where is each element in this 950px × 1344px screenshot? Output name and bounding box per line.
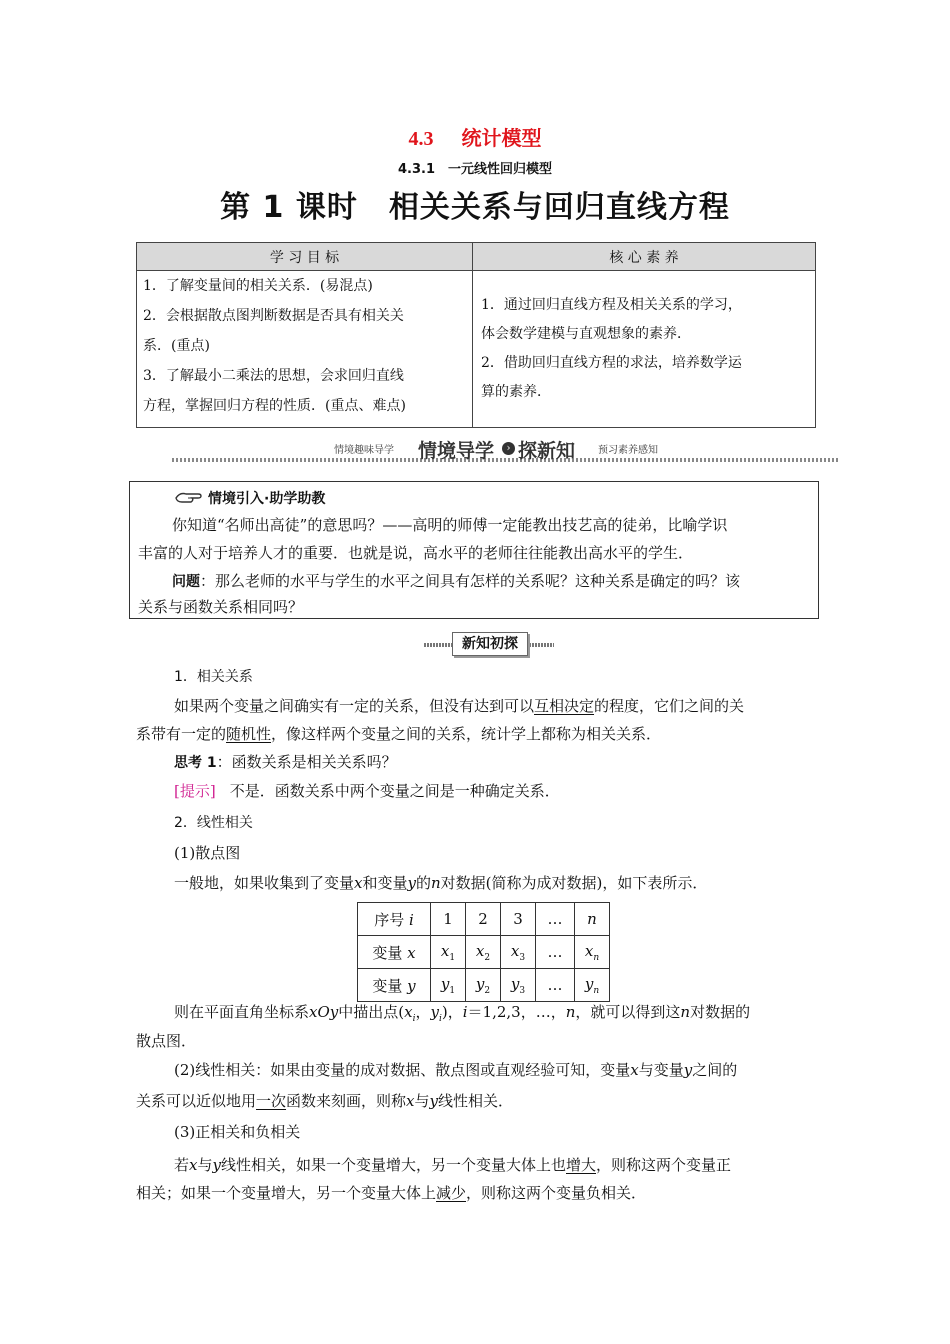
banner-rule [172, 458, 838, 462]
table-cell: n [575, 903, 610, 936]
intro-para-line: 你知道“名师出高徒”的意思吗？——高明的师傅一定能教出技艺高的徒弟，比喻学识 [172, 516, 728, 534]
objectives-cell [137, 271, 473, 428]
lesson-title: 第 1 课时 相关关系与回归直线方程 [220, 190, 730, 225]
arrow-icon: › [502, 442, 515, 455]
paired-data-table [357, 902, 610, 1002]
para-plot-points-cont: 散点图． [136, 1032, 197, 1050]
think-question: 思考 1：函数关系是相关关系吗？ [174, 753, 397, 771]
literacy-line: 1．通过回归直线方程及相关关系的学习， [481, 297, 742, 313]
section-title: 统计模型 [461, 126, 542, 150]
literacy-header: 核 心 素 养 [473, 243, 816, 271]
table-row [358, 936, 610, 969]
table-row [358, 903, 610, 936]
table-cell: … [536, 903, 575, 936]
goal-line: 1．了解变量间的相关关系．(易混点) [143, 278, 373, 294]
goal-line: 2．会根据散点图判断数据是否具有相关关 [143, 308, 404, 324]
new-knowledge-label: 新知初探 [452, 632, 528, 656]
table-cell: $y_3$ [501, 969, 536, 1002]
literacy-line: 算的素养． [481, 384, 551, 400]
objectives-header: 学 习 目 标 [137, 243, 473, 271]
literacy-cell [473, 271, 816, 428]
table-cell: 1 [431, 903, 466, 936]
goal-line: 方程，掌握回归方程的性质．(重点、难点) [143, 398, 406, 414]
literacy-line: 体会数学建模与直观想象的素养． [481, 326, 691, 342]
goal-line: 3．了解最小二乘法的思想，会求回归直线 [143, 368, 404, 384]
section-heading [0, 122, 950, 151]
subheading-scatter: (1)散点图 [174, 844, 241, 862]
table-cell: 变量 x [358, 936, 431, 969]
para-pos-neg: 若x与y线性相关，如果一个变量增大，另一个变量大体上也增大，则称这两个变量正 [174, 1156, 732, 1174]
intro-box: 情境引入·助学助教 你知道“名师出高徒”的意思吗？——高明的师傅一定能教出技艺高的徒弟，比喻学识 丰富的人对于培养人才的重要．也就是说，高水平的老师往往能教出高水平的学生． 问题：那么老师的水平与学生的水平之间具有怎样的关系呢？这种关系是确定的吗？该 关系与函数关系相同吗？ [129, 481, 819, 619]
literacy-line: 2．借助回归直线方程的求法，培养数学运 [481, 355, 742, 371]
section-banner [172, 436, 838, 466]
table-cell: $x_n$ [575, 936, 610, 969]
objectives-table [136, 242, 816, 428]
table-cell: … [536, 969, 575, 1002]
para-correlation-line: 系带有一定的随机性，像这样两个变量之间的关系，统计学上都称为相关关系． [136, 725, 662, 743]
pointing-hand-icon [174, 489, 204, 505]
hint-line: [提示] 不是．函数关系中两个变量之间是一种确定关系． [174, 782, 560, 800]
new-knowledge-banner [424, 632, 554, 656]
table-cell: $x_3$ [501, 936, 536, 969]
subsection-heading: 4.3.1 一元线性回归模型 [397, 162, 552, 177]
para-pos-neg-cont: 相关；如果一个变量增大，另一个变量大体上减少，则称这两个变量负相关． [136, 1184, 647, 1202]
intro-question-line: 关系与函数关系相同吗？ [138, 598, 304, 616]
table-cell: 变量 y [358, 969, 431, 1002]
banner-right-text: 预习素养感知 [598, 445, 658, 456]
table-cell: $y_2$ [466, 969, 501, 1002]
table-cell: 序号 i [358, 903, 431, 936]
table-cell: $y_1$ [431, 969, 466, 1002]
para-linear-correlation: (2)线性相关：如果由变量的成对数据、散点图或直观经验可知，变量x与变量y之间的 [174, 1061, 738, 1079]
section-number: 4.3 [408, 128, 434, 150]
table-cell: 3 [501, 903, 536, 936]
subheading-pos-neg: (3)正相关和负相关 [174, 1123, 301, 1141]
para-correlation-line: 如果两个变量之间确实有一定的关系，但没有达到可以互相决定的程度，它们之间的关 [174, 697, 745, 715]
table-cell: $x_2$ [466, 936, 501, 969]
para-plot-points: 则在平面直角坐标系xOy中描出点($x_i$，$y_i$)，i＝1,2,3，…，n，就可以得到这n对数据的 [174, 1003, 751, 1024]
para-linear-correlation-cont: 关系可以近似地用一次函数来刻画，则称x与y线性相关． [136, 1092, 514, 1110]
intro-question-line: 问题：那么老师的水平与学生的水平之间具有怎样的关系呢？这种关系是确定的吗？该 [172, 572, 741, 590]
goal-line: 系．(重点) [143, 338, 210, 354]
intro-para-line: 丰富的人对于培养人才的重要．也就是说，高水平的老师往往能教出高水平的学生． [138, 544, 694, 562]
heading-correlation: 1．相关关系 [174, 669, 253, 685]
banner-main-text-1: 情境导学 [418, 440, 495, 462]
table-cell: 2 [466, 903, 501, 936]
para-scatter: 一般地，如果收集到了变量x和变量y的n对数据(简称为成对数据)，如下表所示． [174, 874, 708, 892]
table-cell: … [536, 936, 575, 969]
banner-left-text: 情境趣味导学 [334, 445, 394, 456]
table-cell: $y_n$ [575, 969, 610, 1002]
heading-linear: 2．线性相关 [174, 815, 253, 831]
table-cell: $x_1$ [431, 936, 466, 969]
banner-main-text-2: 探新知 [518, 440, 576, 462]
